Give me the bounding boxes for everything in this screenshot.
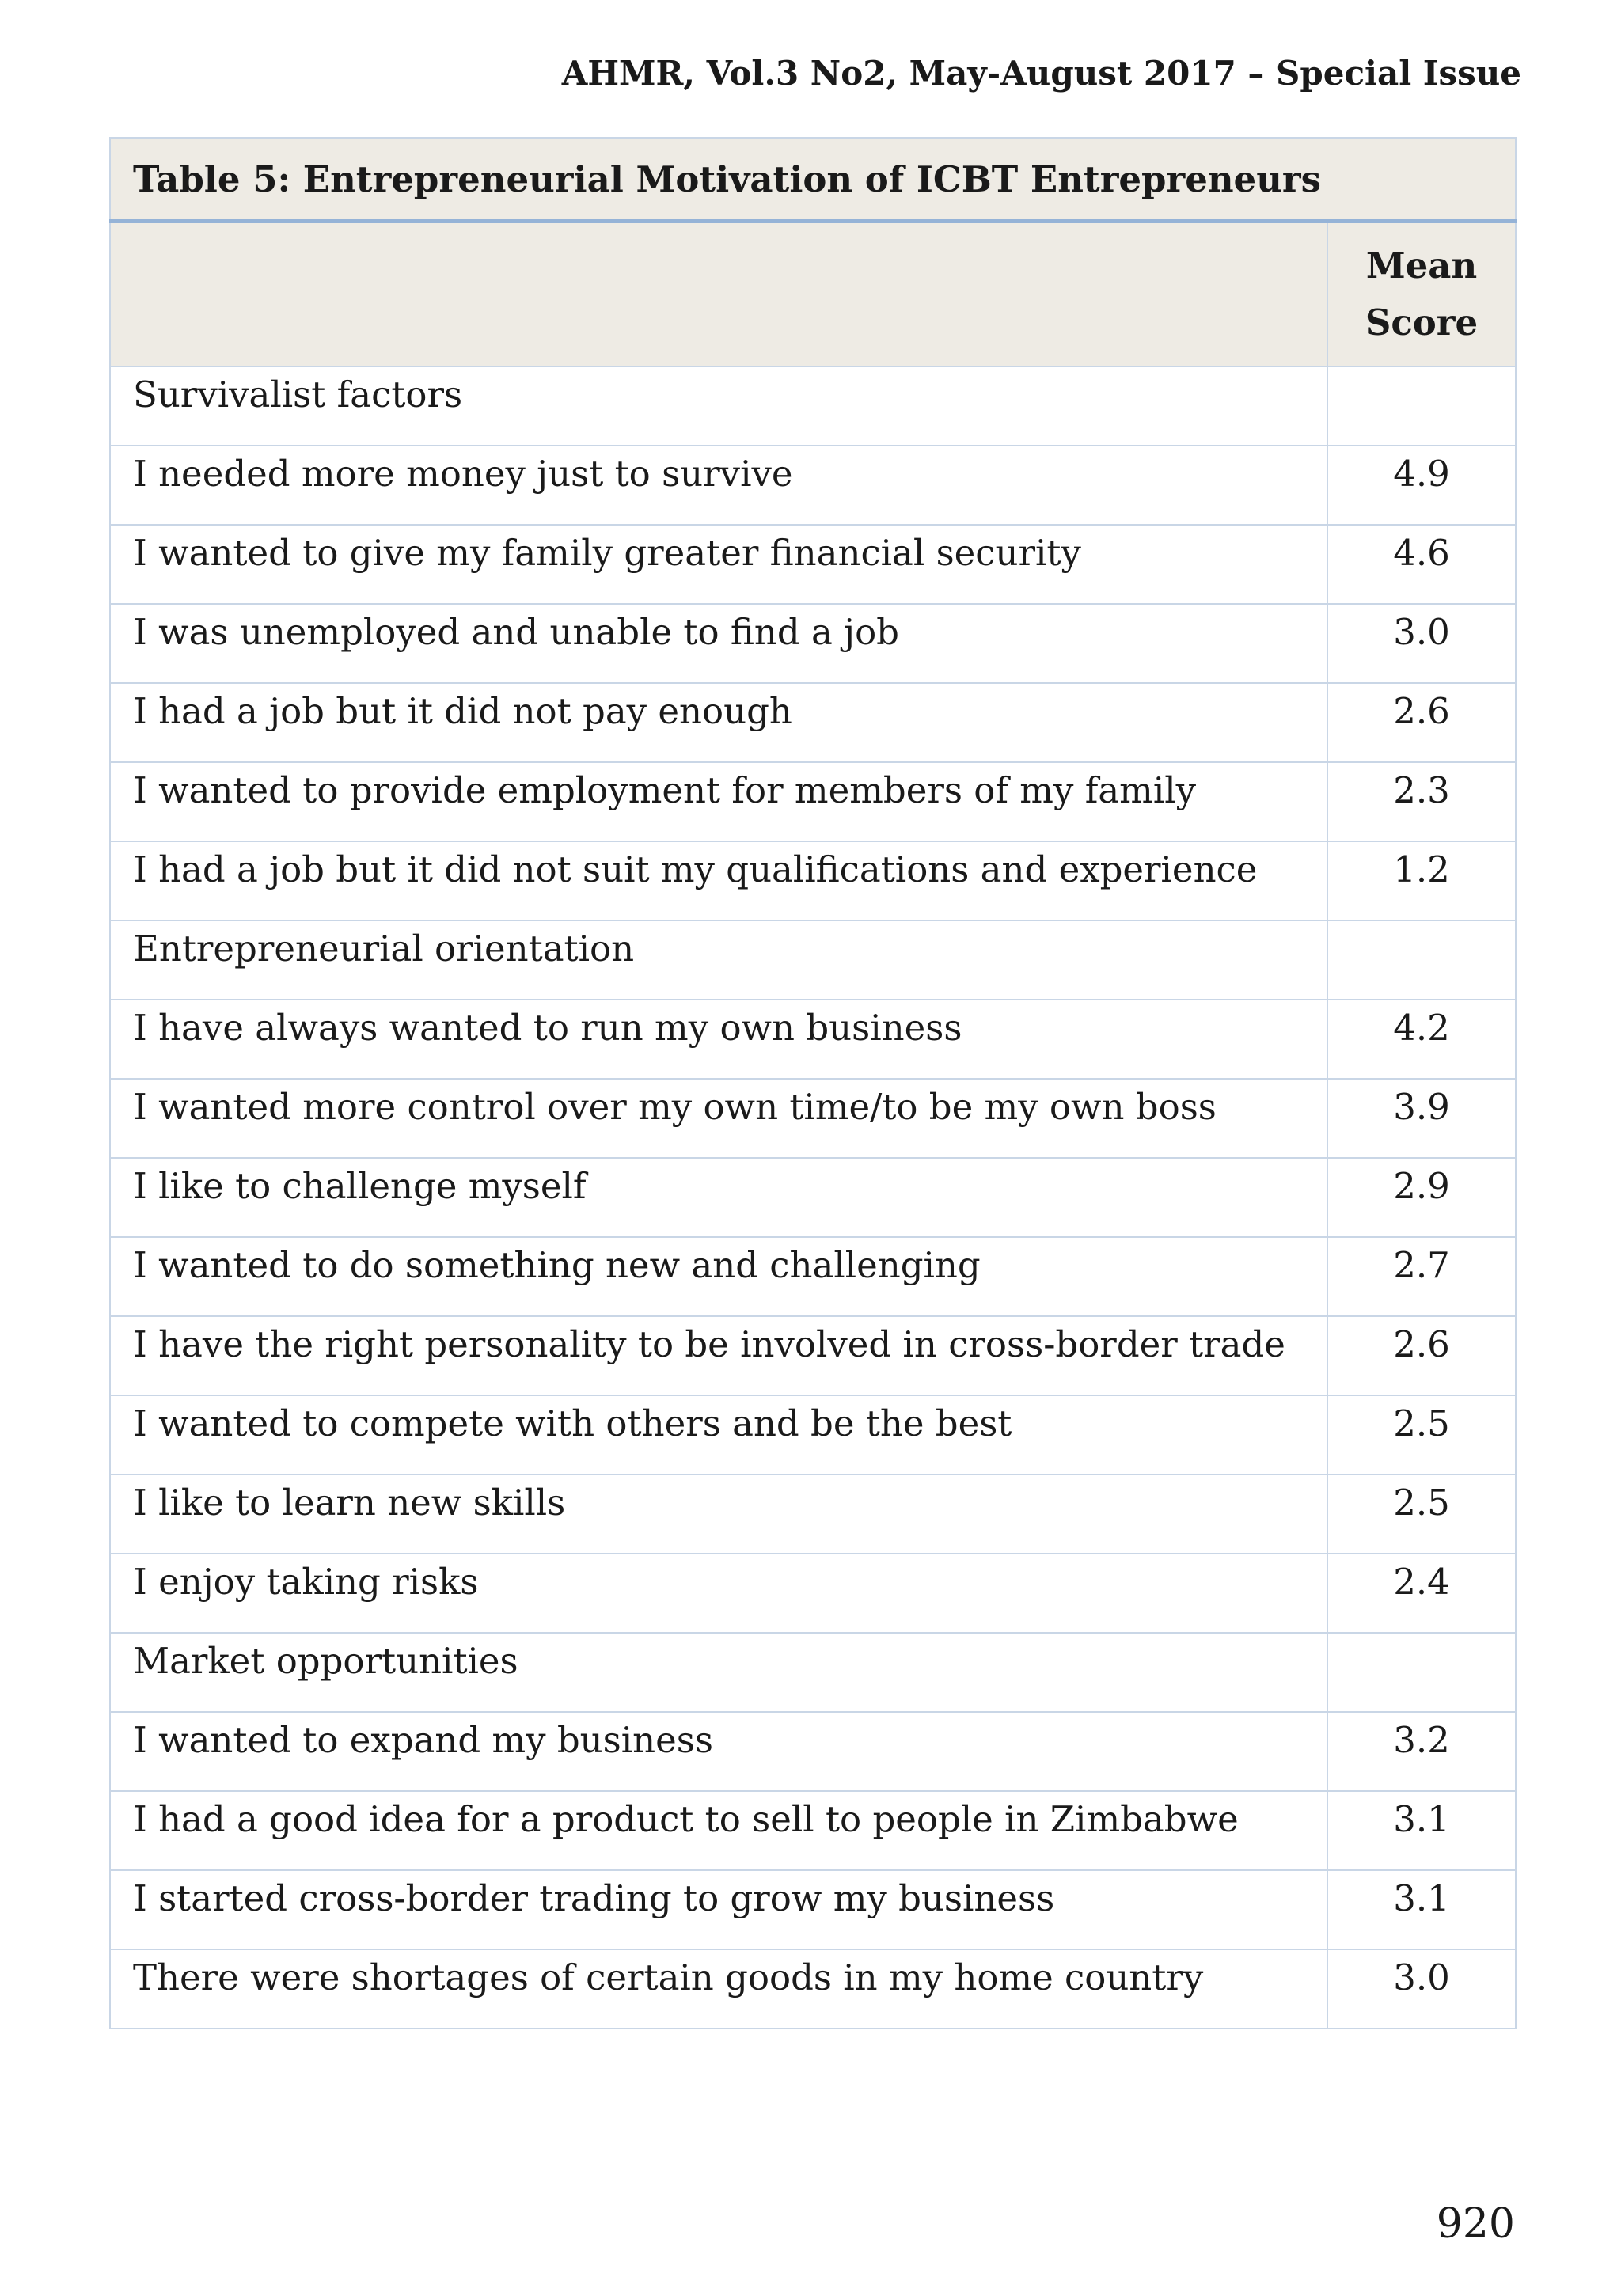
row-mean-score: 2.5 [1327,1395,1516,1474]
page-number: 920 [1436,2200,1515,2248]
table-row [110,841,1516,920]
row-label: I wanted to compete with others and be the best [110,1395,1327,1474]
row-label: I have the right personality to be involved in cross-border trade [110,1316,1327,1395]
table-row [110,1474,1516,1554]
row-label: I started cross-border trading to grow my business [110,1870,1327,1949]
table-row [110,1554,1516,1633]
row-label: I had a job but it did not suit my qualifications and experience [110,841,1327,920]
row-label: I wanted to give my family greater financial security [110,525,1327,604]
table-row [110,1158,1516,1237]
table-row [110,1000,1516,1079]
row-mean-score [1327,366,1516,446]
row-mean-score: 3.0 [1327,604,1516,683]
table-row [110,1633,1516,1712]
row-label: I needed more money just to survive [110,446,1327,525]
row-mean-score: 2.9 [1327,1158,1516,1237]
row-label: I like to challenge myself [110,1158,1327,1237]
table-row [110,1791,1516,1870]
row-mean-score: 2.7 [1327,1237,1516,1316]
row-label: I wanted more control over my own time/to be my own boss [110,1079,1327,1158]
mean-score-header [1327,222,1516,367]
row-mean-score: 2.6 [1327,683,1516,762]
table-row [110,1079,1516,1158]
row-label: I like to learn new skills [110,1474,1327,1554]
row-mean-score: 4.6 [1327,525,1516,604]
table-row [110,683,1516,762]
table-row [110,1949,1516,2028]
row-mean-score [1327,920,1516,1000]
row-mean-score [1327,1633,1516,1712]
table-row [110,604,1516,683]
table-row [110,446,1516,525]
table-row [110,762,1516,841]
row-label: I was unemployed and unable to find a job [110,604,1327,683]
row-mean-score: 1.2 [1327,841,1516,920]
row-mean-score: 2.4 [1327,1554,1516,1633]
header-empty-cell [110,222,1327,367]
table-row [110,1316,1516,1395]
table-body [110,366,1516,2028]
row-mean-score: 4.9 [1327,446,1516,525]
row-mean-score: 2.3 [1327,762,1516,841]
table-row [110,1237,1516,1316]
motivation-table [109,137,1517,2029]
row-label: I had a good idea for a product to sell to people in Zimbabwe [110,1791,1327,1870]
table-row [110,1870,1516,1949]
table-row [110,1712,1516,1791]
row-label: There were shortages of certain goods in my home country [110,1949,1327,2028]
row-label: I wanted to expand my business [110,1712,1327,1791]
row-mean-score: 3.1 [1327,1791,1516,1870]
row-label: I have always wanted to run my own business [110,1000,1327,1079]
table-row [110,366,1516,446]
row-mean-score: 4.2 [1327,1000,1516,1079]
row-label: I enjoy taking risks [110,1554,1327,1633]
row-mean-score: 2.5 [1327,1474,1516,1554]
table-row [110,1395,1516,1474]
row-label: Market opportunities [110,1633,1327,1712]
mean-score-header-line2: Score [1365,302,1479,343]
motivation-table-container [109,137,1515,2029]
table-header-row [110,222,1516,367]
table-row [110,525,1516,604]
row-mean-score: 3.9 [1327,1079,1516,1158]
table-caption: Table 5: Entrepreneurial Motivation of ICBT Entrepreneurs [110,138,1516,222]
row-label: I had a job but it did not pay enough [110,683,1327,762]
table-caption-row [110,138,1516,222]
row-mean-score: 2.6 [1327,1316,1516,1395]
row-mean-score: 3.1 [1327,1870,1516,1949]
row-label: I wanted to provide employment for members of my family [110,762,1327,841]
row-mean-score: 3.0 [1327,1949,1516,2028]
row-mean-score: 3.2 [1327,1712,1516,1791]
table-row [110,920,1516,1000]
running-header: AHMR, Vol.3 No2, May-August 2017 – Special Issue [561,54,1521,93]
row-label: Entrepreneurial orientation [110,920,1327,1000]
mean-score-header-line1: Mean [1365,245,1478,287]
row-label: Survivalist factors [110,366,1327,446]
row-label: I wanted to do something new and challenging [110,1237,1327,1316]
